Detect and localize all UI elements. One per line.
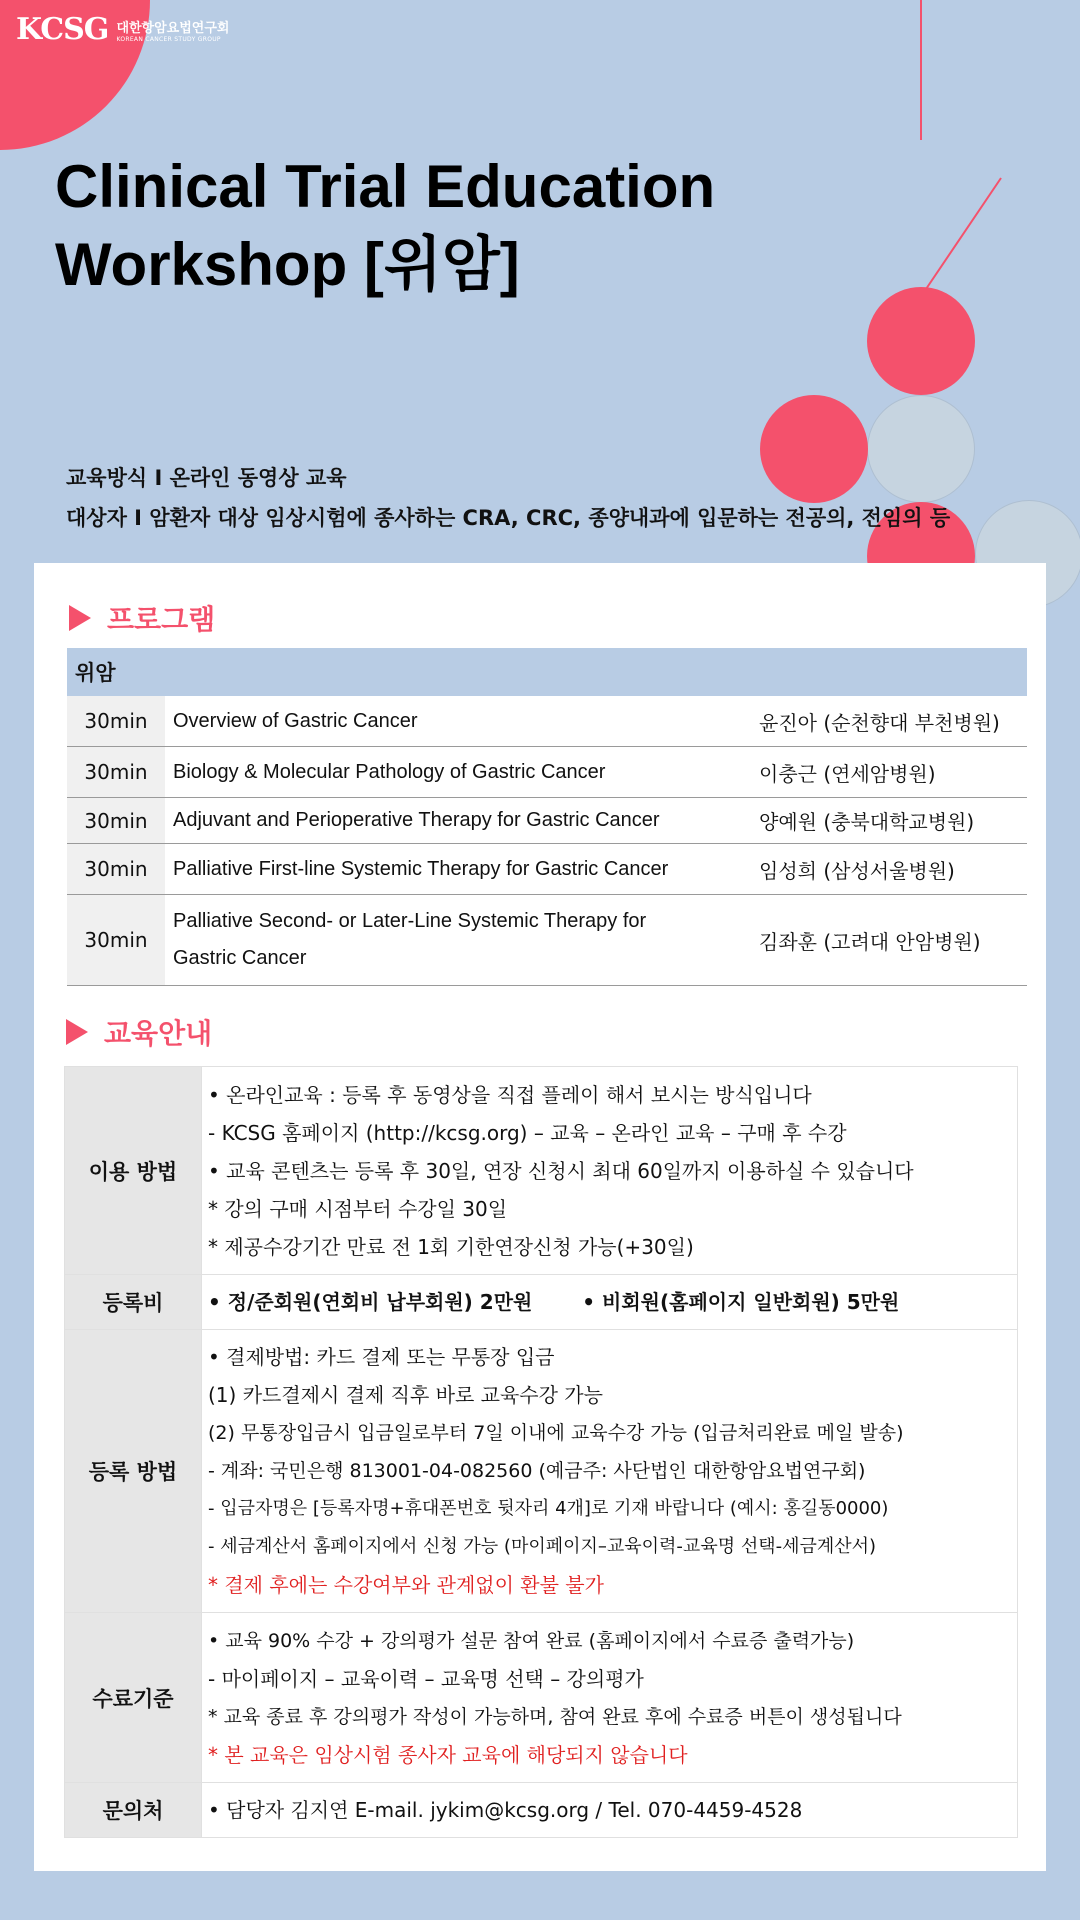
page-title (55, 148, 715, 304)
triangle-bullet-icon (69, 605, 91, 631)
target-audience: 대상자 I 암환자 대상 임상시험에 종사하는 CRA, CRC, 종양내과에 입문하는 전공의, 전임의 등 (66, 506, 951, 530)
session-topic: Palliative First-line Systemic Therapy for Gastric Cancer (173, 857, 669, 880)
session-speaker: 이충근 (연세암병원) (759, 761, 936, 786)
program-table (67, 648, 1027, 986)
register-line: - 계좌: 국민은행 813001-04-082560 (예금주: 사단법인 대한항암요법연구회) (208, 1460, 866, 1482)
table-row (67, 895, 1027, 986)
usage-line: • 교육 콘텐츠는 등록 후 30일, 연장 신청시 최대 60일까지 이용하실 수 있습니다 (208, 1158, 914, 1183)
course-info (66, 458, 950, 538)
completion-label: 수료기준 (65, 1613, 202, 1783)
session-topic (165, 903, 753, 977)
contact-content: • 담당자 김지연 E-mail. jykim@kcsg.org / Tel. 070-4459-4528 (202, 1783, 1018, 1838)
session-topic: Overview of Gastric Cancer (173, 709, 418, 732)
completion-line: • 교육 90% 수강 + 강의평가 설문 참여 완료 (홈페이지에서 수료증 출력가능) (208, 1629, 855, 1652)
session-duration: 30min (67, 895, 165, 985)
fee-nonmember: • 비회원(홈페이지 일반회원) 5만원 (582, 1290, 900, 1314)
logo-korean-name: 대한항암요법연구회 (116, 20, 230, 36)
program-section-heading (69, 598, 215, 638)
logo-english-name: KOREAN CANCER STUDY GROUP (116, 35, 221, 43)
completion-line: - 마이페이지 – 교육이력 – 교육명 선택 – 강의평가 (208, 1666, 644, 1691)
completion-content (202, 1613, 1018, 1783)
contact-label: 문의처 (65, 1783, 202, 1838)
title-line-2: Workshop [위암] (55, 231, 520, 298)
title-line-1: Clinical Trial Education (55, 153, 716, 220)
guide-row-register (65, 1330, 1018, 1613)
session-topic-line-2: Gastric Cancer (173, 947, 307, 969)
session-topic-line-1: Palliative Second- or Later-Line Systemic Therapy for (173, 910, 647, 932)
session-duration: 30min (67, 696, 165, 746)
guide-table (64, 1066, 1018, 1838)
table-row (67, 747, 1027, 798)
fee-content (202, 1275, 1018, 1330)
guide-section-heading (66, 1012, 212, 1052)
triangle-bullet-icon (66, 1019, 88, 1045)
session-duration: 30min (67, 747, 165, 797)
guide-heading-label: 교육안내 (104, 1017, 213, 1050)
guide-row-fee (65, 1275, 1018, 1330)
session-speaker: 윤진아 (순천향대 부천병원) (759, 710, 1000, 735)
fee-member: • 정/준회원(연회비 납부회원) 2만원 (208, 1290, 533, 1314)
register-line: • 결제방법: 카드 결제 또는 무통장 입금 (208, 1345, 555, 1369)
program-heading-label: 프로그램 (107, 603, 216, 636)
session-duration: 30min (67, 798, 165, 843)
usage-line: • 온라인교육 : 등록 후 동영상을 직접 플레이 해서 보시는 방식입니다 (208, 1082, 812, 1107)
register-content (202, 1330, 1018, 1613)
session-topic: Adjuvant and Perioperative Therapy for Gastric Cancer (173, 809, 660, 831)
education-method: 교육방식 I 온라인 동영상 교육 (66, 466, 347, 490)
register-label: 등록 방법 (65, 1330, 202, 1613)
usage-line: - KCSG 홈페이지 (http://kcsg.org) – 교육 – 온라인 교육 – 구매 후 수강 (208, 1120, 847, 1145)
session-speaker: 김좌훈 (고려대 안암병원) (759, 929, 981, 954)
guide-row-usage (65, 1067, 1018, 1275)
usage-line: * 제공수강기간 만료 전 1회 기한연장신청 가능(+30일) (208, 1234, 694, 1259)
refund-warning: * 결제 후에는 수강여부와 관계없이 환불 불가 (208, 1573, 604, 1597)
usage-line: * 강의 구매 시점부터 수강일 30일 (208, 1196, 508, 1221)
completion-warning: * 본 교육은 임상시험 종사자 교육에 해당되지 않습니다 (208, 1742, 688, 1767)
table-row (67, 844, 1027, 895)
completion-line: * 교육 종료 후 강의평가 작성이 가능하며, 참여 완료 후에 수료증 버튼이 생성됩니다 (208, 1705, 902, 1728)
session-duration: 30min (67, 844, 165, 894)
session-speaker: 임성희 (삼성서울병원) (759, 858, 955, 883)
usage-content (202, 1067, 1018, 1275)
register-line: - 세금계산서 홈페이지에서 신청 가능 (마이페이지–교육이력-교육명 선택-세금계산서) (208, 1536, 877, 1557)
decorative-circle-red (867, 287, 975, 395)
program-table-header: 위암 (67, 648, 1027, 696)
register-line: - 입금자명은 [등록자명+휴대폰번호 뒷자리 4개]로 기재 바랍니다 (예시: 홍길동0000) (208, 1498, 889, 1519)
table-row (67, 696, 1027, 747)
register-line: (1) 카드결제시 결제 직후 바로 교육수강 가능 (208, 1383, 603, 1407)
register-line: (2) 무통장입금시 입금일로부터 7일 이내에 교육수강 가능 (입금처리완료 메일 발송) (208, 1422, 904, 1444)
kcsg-logo (16, 12, 229, 47)
table-row (67, 798, 1027, 844)
session-topic: Biology & Molecular Pathology of Gastric Cancer (173, 760, 606, 783)
usage-label: 이용 방법 (65, 1067, 202, 1275)
fee-label: 등록비 (65, 1275, 202, 1330)
guide-row-contact (65, 1783, 1018, 1838)
session-speaker: 양예원 (충북대학교병원) (759, 810, 975, 834)
logo-mark: KCSG (16, 12, 109, 47)
guide-row-completion (65, 1613, 1018, 1783)
